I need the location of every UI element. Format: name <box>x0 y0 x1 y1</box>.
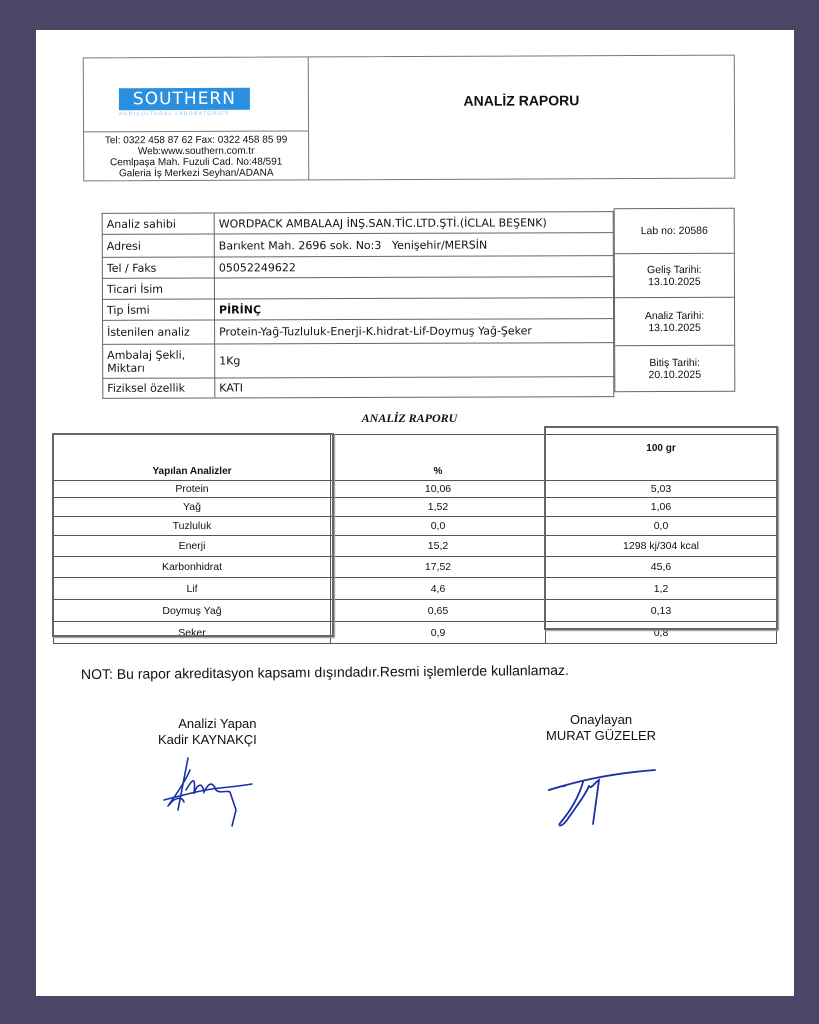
lab-address-2: Galeria İş Merkezi Seyhan/ADANA <box>118 167 274 180</box>
percent-value: 1,52 <box>331 498 546 517</box>
analysis-date-cell <box>615 298 734 346</box>
table-row <box>54 517 777 536</box>
percent-value: 15,2 <box>331 536 546 557</box>
per100g-value: 45,6 <box>546 557 777 578</box>
percent-value: 0,0 <box>331 517 546 536</box>
analysis-date: 13.10.2025 <box>648 321 701 334</box>
approver-signature-icon <box>545 760 660 835</box>
analyst-signature-icon <box>160 750 260 830</box>
approver-name: MURAT GÜZELER <box>546 728 657 743</box>
analysis-name: Şeker <box>54 622 331 644</box>
analyst-signature-block <box>158 716 257 748</box>
info-row <box>103 343 614 379</box>
info-row <box>103 377 614 399</box>
percent-value: 10,06 <box>331 481 546 498</box>
approver-signature-block <box>546 712 656 744</box>
info-value: 1Kg <box>215 343 614 378</box>
logo-area <box>84 57 308 132</box>
logo-subtitle: AGRICULTURAL LABORATORIES <box>118 110 230 118</box>
table-row <box>54 481 777 498</box>
analysis-name: Protein <box>54 481 331 498</box>
info-row <box>102 256 613 279</box>
lab-address-1: Cemlpaşa Mah. Fuzuli Cad. No:48/591 <box>110 156 283 169</box>
analysis-name: Yağ <box>54 498 331 517</box>
approver-role: Onaylayan <box>569 712 633 727</box>
lab-phone-fax: Tel: 0322 458 87 62 Fax: 0322 458 85 99 <box>104 134 288 147</box>
lab-dates-panel <box>614 208 736 392</box>
sample-info-table <box>102 211 615 399</box>
info-row <box>103 319 614 345</box>
info-value <box>214 277 613 299</box>
info-value: WORDPACK AMBALAAJ İNŞ.SAN.TİC.LTD.ŞTİ.(İCLAL BEŞENK) <box>214 212 613 234</box>
results-header-row <box>54 435 777 481</box>
end-date-cell <box>615 346 734 391</box>
end-date: 20.10.2025 <box>648 368 702 381</box>
info-row <box>102 212 613 235</box>
info-label: Analiz sahibi <box>102 213 214 234</box>
arrival-date: 13.10.2025 <box>648 275 701 288</box>
analysis-name: Doymuş Yağ <box>54 600 331 622</box>
col-header-per100g: 100 gr <box>546 435 777 481</box>
analysis-name: Tuzluluk <box>54 517 331 536</box>
per100g-value: 0,13 <box>546 600 777 622</box>
percent-value: 0,9 <box>331 622 546 644</box>
percent-value: 0,65 <box>331 600 546 622</box>
disclaimer-note: NOT: Bu rapor akreditasyon kapsamı dışındadır.Resmi işlemlerde kullanlamaz. <box>80 661 569 683</box>
info-row <box>102 277 613 300</box>
results-title: ANALİZ RAPORU <box>361 411 458 425</box>
percent-value: 17,52 <box>331 557 546 578</box>
percent-value: 4,6 <box>331 578 546 600</box>
report-header <box>83 55 736 182</box>
analysis-name: Lif <box>54 578 331 600</box>
southern-logo: SOUTHERN <box>119 88 250 111</box>
end-date-label: Bitiş Tarihi: <box>649 356 701 369</box>
report-title: ANALİZ RAPORU <box>463 92 580 109</box>
info-label: Ticari İsim <box>102 278 214 299</box>
info-value: KATI <box>215 377 614 398</box>
col-header-percent: % <box>331 435 546 481</box>
info-label: Tip İsmi <box>102 299 214 320</box>
info-row <box>102 298 613 321</box>
info-label: Fiziksel özellik <box>103 378 215 398</box>
per100g-value: 1,06 <box>546 498 777 517</box>
info-label: Adresi <box>102 234 214 257</box>
analyst-role: Analizi Yapan <box>178 716 257 731</box>
table-row <box>54 578 777 600</box>
results-table <box>53 434 777 644</box>
table-row <box>54 498 777 517</box>
per100g-value: 0,0 <box>546 517 777 536</box>
info-label: Tel / Faks <box>102 257 214 278</box>
per100g-value: 1,2 <box>546 578 777 600</box>
lab-contact <box>84 131 308 180</box>
arrival-date-label: Geliş Tarihi: <box>647 263 702 276</box>
analysis-date-label: Analiz Tarihi: <box>644 309 705 322</box>
per100g-value: 5,03 <box>546 481 777 498</box>
info-label: İstenilen analiz <box>103 320 215 344</box>
info-label: Ambalaj Şekli, Miktarı <box>103 344 215 378</box>
col-header-analysis: Yapılan Analizler <box>54 435 331 481</box>
per100g-value: 1298 kj/304 kcal <box>546 536 777 557</box>
per100g-value: 0,8 <box>546 622 777 644</box>
title-cell <box>309 56 735 180</box>
info-row <box>102 233 613 258</box>
info-value: Barıkent Mah. 2696 sok. No:3 Yenişehir/MERSİN <box>214 233 613 257</box>
analyst-name: Kadir KAYNAKÇI <box>158 732 257 747</box>
arrival-date-cell <box>615 254 734 298</box>
table-row <box>54 622 777 644</box>
analysis-name: Karbonhidrat <box>54 557 331 578</box>
lab-number: Lab no: 20586 <box>640 224 708 238</box>
lab-info-cell <box>84 57 310 180</box>
analysis-name: Enerji <box>54 536 331 557</box>
info-value: Protein-Yağ-Tuzluluk-Enerji-K.hidrat-Lif-Doymuş Yağ-Şeker <box>215 319 614 344</box>
lab-web: Web:www.southern.com.tr <box>137 145 255 158</box>
lab-number-cell <box>615 209 734 254</box>
info-value: 05052249622 <box>214 256 613 278</box>
table-row <box>54 536 777 557</box>
table-row <box>54 557 777 578</box>
info-value: PİRİNÇ <box>214 298 613 320</box>
table-row <box>54 600 777 622</box>
